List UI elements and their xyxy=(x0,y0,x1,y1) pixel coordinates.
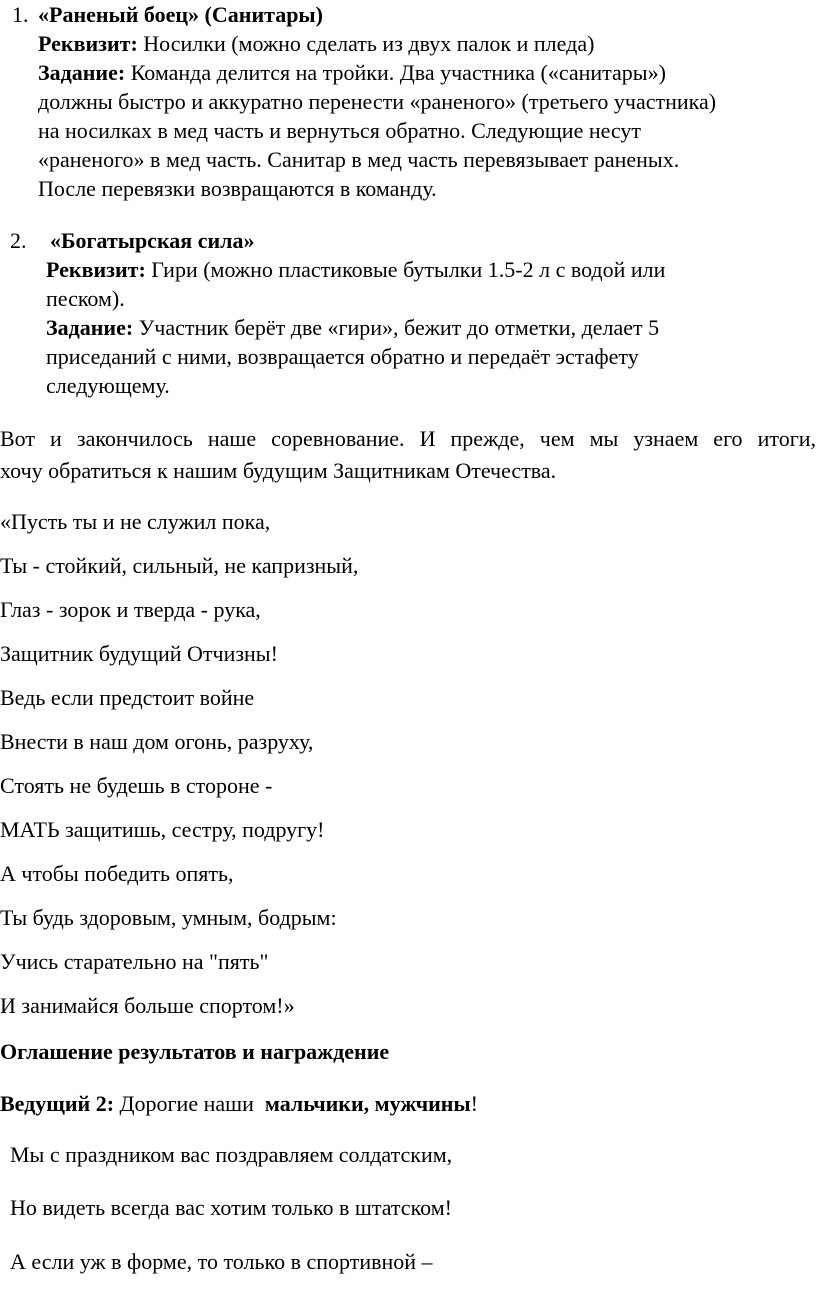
greeting-line: Но видеть всегда вас хотим только в штатском! xyxy=(10,1195,452,1220)
task-text: должны быстро и аккуратно перенести «раненого» (третьего участника) xyxy=(38,89,717,114)
task-text: «раненого» в мед часть. Санитар в мед часть перевязывает раненых. xyxy=(38,147,680,172)
section-heading-text: Оглашение результатов и награждение xyxy=(0,1039,390,1064)
task-line xyxy=(46,313,802,342)
props-label: Реквизит: xyxy=(46,257,146,282)
task-text: Участник берёт две «гири», бежит до отметки, делает 5 xyxy=(133,315,660,340)
props-line xyxy=(46,255,802,284)
task-text: Команда делится на тройки. Два участника («санитары») xyxy=(125,60,666,85)
task-label: Задание: xyxy=(38,60,126,85)
item-title-text: «Богатырская сила» xyxy=(50,228,255,253)
host-text-end: ! xyxy=(470,1091,478,1116)
task-label: Задание: xyxy=(46,315,134,340)
greeting-line: А если уж в форме, то только в спортивной – xyxy=(10,1249,433,1274)
item-title-text: «Раненый боец» (Санитары) xyxy=(38,2,323,27)
item-number: 2. xyxy=(10,228,27,253)
poem-line: Ведь если предстоит войне xyxy=(0,685,255,710)
task-text: следующему. xyxy=(46,373,170,398)
poem-line: Учись старательно на "пять" xyxy=(0,949,269,974)
host-label: Ведущий 2: xyxy=(0,1091,115,1116)
host-bold-text: мальчики, мужчины xyxy=(264,1091,471,1116)
poem-line: «Пусть ты и не служил пока, xyxy=(0,509,271,534)
intro-line: хочу обратиться к нашим будущим Защитникам Отечества. xyxy=(0,458,557,483)
item-title xyxy=(50,226,802,255)
task-text: на носилках в мед часть и вернуться обратно. Следующие несут xyxy=(38,118,642,143)
host-text: Дорогие наши xyxy=(114,1091,265,1116)
poem-line: Глаз - зорок и тверда - рука, xyxy=(0,597,261,622)
item-content xyxy=(46,226,802,400)
props-text: песком). xyxy=(46,286,125,311)
host-line xyxy=(0,1089,816,1118)
props-text: Гири (можно пластиковые бутылки 1.5-2 л с водой или xyxy=(145,257,666,282)
task-line xyxy=(38,58,802,87)
poem-line: Внести в наш дом огонь, разруху, xyxy=(0,729,314,754)
props-label: Реквизит: xyxy=(38,31,138,56)
poem-line: МАТЬ защитишь, сестру, подругу! xyxy=(0,817,325,842)
task-text: приседаний с ними, возвращается обратно и передаёт эстафету xyxy=(46,344,639,369)
greeting-line: Мы с праздником вас поздравляем солдатским, xyxy=(10,1142,453,1167)
props-text: Носилки (можно сделать из двух палок и пледа) xyxy=(137,31,595,56)
poem-line: А чтобы победить опять, xyxy=(0,861,234,886)
item-title xyxy=(38,0,802,29)
poem-line: Ты будь здоровым, умным, бодрым: xyxy=(0,905,337,930)
poem-line: Защитник будущий Отчизны! xyxy=(0,641,278,666)
poem-line: Стоять не будешь в стороне - xyxy=(0,773,273,798)
poem-line: И занимайся больше спортом!» xyxy=(0,993,295,1018)
section-heading xyxy=(0,1037,816,1066)
poem-line: Ты - стойкий, сильный, не капризный, xyxy=(0,553,359,578)
item-content xyxy=(38,0,802,203)
task-text: После перевязки возвращаются в команду. xyxy=(38,176,437,201)
intro-line: Вот и закончилось наше соревнование. И прежде, чем мы узнаем его итоги, xyxy=(0,426,816,451)
item-number: 1. xyxy=(12,2,29,27)
props-line xyxy=(38,29,802,58)
